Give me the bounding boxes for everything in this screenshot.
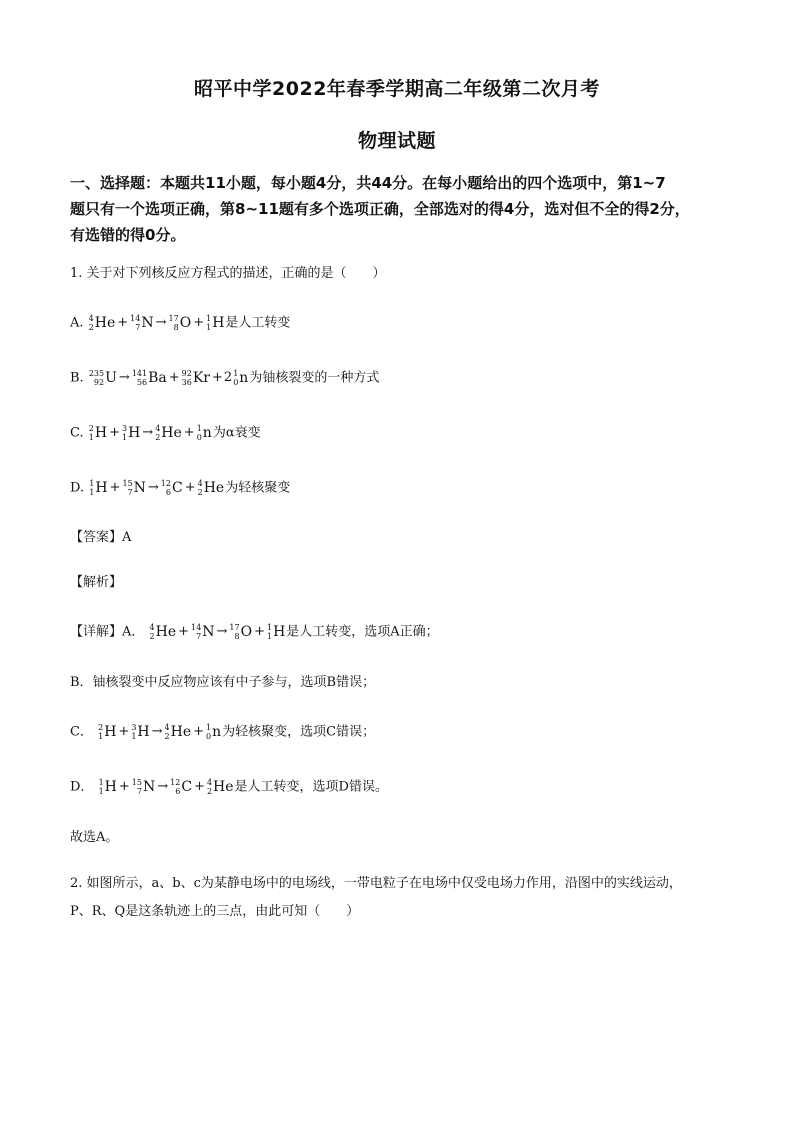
answer-tag: 【答案】 — [70, 530, 123, 545]
nuclide: 2 1 H — [88, 424, 108, 442]
option-c-label: C. — [70, 425, 84, 441]
equation-d: 1 1 H + 15 7 N → 12 6 C + 4 2 He — [89, 479, 225, 497]
detail-c-prefix: C． — [70, 724, 93, 740]
nuclide: 4 2 He — [155, 424, 182, 442]
nuclide: 2 1 H — [98, 723, 117, 741]
conclusion: 故选A。 — [70, 830, 119, 845]
question-2-line-2: P、R、Q是这条轨迹上的三点，由此可知（ ） — [70, 904, 360, 919]
option-a-label: A. — [70, 315, 84, 331]
nuclide: 1 1 H — [98, 778, 117, 796]
equation-c: 2 1 H + 3 1 H → 4 2 He + 1 0 n — [88, 424, 212, 442]
section-heading-line-3: 有选错的得0分。 — [70, 226, 186, 244]
section-heading-line-1: 一、选择题：本题共11小题，每小题4分，共44分。在每小题给出的四个选项中，第1~7 — [70, 174, 666, 192]
nuclide: 4 2 He — [88, 314, 116, 332]
nuclide: 92 36 Kr — [181, 369, 210, 387]
answer-line — [70, 528, 740, 548]
option-b-label: B. — [70, 370, 84, 386]
nuclide: 12 6 C — [160, 479, 183, 497]
nuclide: 4 2 He — [206, 778, 234, 796]
exam-title: 昭平中学2022年春季学期高二年级第二次月考 — [194, 78, 600, 100]
nuclide: 141 56 Ba — [131, 369, 167, 387]
nuclide: 4 2 He — [149, 623, 177, 641]
question-1-option-b — [70, 368, 740, 389]
nuclide: 1 0 n — [206, 723, 222, 741]
question-1-option-d — [70, 478, 740, 499]
nuclide: 12 6 C — [170, 778, 193, 796]
detail-b: B．铀核裂变中反应物应该有中子参与，选项B错误； — [70, 675, 376, 690]
nuclide: 14 7 N — [191, 623, 215, 641]
nuclide: 1 1 H — [206, 314, 225, 332]
nuclide: 17 8 O — [229, 623, 253, 641]
nuclide: 1 1 H — [89, 479, 108, 497]
nuclide: 4 2 He — [197, 479, 225, 497]
option-d-label: D. — [70, 480, 85, 496]
option-d-text: 为轻核聚变 — [225, 480, 291, 496]
detail-a — [70, 622, 740, 643]
analysis-tag: 【解析】 — [70, 575, 123, 590]
question-1-option-a — [70, 313, 740, 334]
equation-detail-a: 4 2 He + 14 7 N → 17 8 O + 1 1 H — [149, 623, 286, 641]
equation-b: 235 92 U → 141 56 Ba + 92 36 Kr +2 1 0 n — [88, 369, 249, 387]
equation-a: 4 2 He + 14 7 N → 17 8 O + 1 1 H — [88, 314, 225, 332]
detail-c — [70, 722, 740, 743]
nuclide: 17 8 O — [168, 314, 192, 332]
detail-a-text: 是人工转变，选项A正确； — [286, 624, 439, 640]
section-heading-line-2: 题只有一个选项正确，第8~11题有多个选项正确，全部选对的得4分，选对但不全的得2分， — [70, 200, 690, 218]
equation-detail-c: 2 1 H + 3 1 H → 4 2 He + 1 0 n — [98, 723, 222, 741]
nuclide: 14 7 N — [130, 314, 154, 332]
nuclide: 1 1 H — [266, 623, 286, 641]
exam-subtitle: 物理试题 — [357, 130, 436, 152]
nuclide: 15 7 N — [131, 778, 156, 796]
nuclide: 3 1 H — [131, 723, 150, 741]
detail-tag: 【详解】 — [70, 624, 123, 640]
nuclide: 4 2 He — [164, 723, 192, 741]
equation-detail-d: 1 1 H + 15 7 N → 12 6 C + 4 2 He — [98, 778, 234, 796]
question-1-option-c — [70, 423, 740, 444]
option-c-text: 为α衰变 — [212, 425, 261, 441]
detail-a-prefix: A． — [122, 624, 145, 640]
option-a-text: 是人工转变 — [225, 315, 291, 331]
question-2-line-1: 2. 如图所示，a、b、c为某静电场中的电场线，一带电粒子在电场中仅受电场力作用，沿图中的实线运动， — [70, 876, 682, 891]
detail-d — [70, 777, 740, 798]
nuclide: 235 92 U — [88, 369, 117, 387]
question-1-stem: 1. 关于对下列核反应方程式的描述，正确的是（ ） — [70, 266, 386, 281]
nuclide: 1 0 n — [233, 369, 249, 387]
answer-value: A — [122, 530, 132, 545]
nuclide: 1 0 n — [196, 424, 212, 442]
detail-c-text: 为轻核聚变，选项C错误； — [222, 724, 376, 740]
nuclide: 3 1 H — [121, 424, 141, 442]
nuclide: 15 7 N — [122, 479, 146, 497]
option-b-text: 为铀核裂变的一种方式 — [249, 370, 380, 386]
detail-d-text: 是人工转变，选项D错误。 — [234, 779, 388, 795]
section-heading — [70, 170, 730, 248]
detail-d-prefix: D． — [70, 779, 94, 795]
